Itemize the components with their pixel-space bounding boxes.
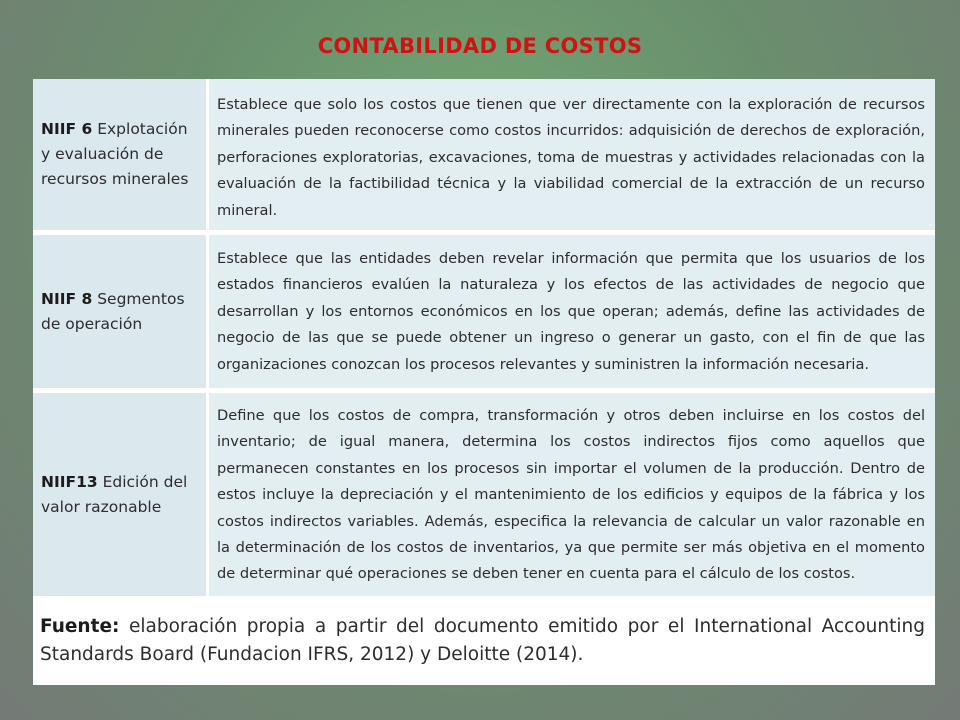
- standard-description: Define que los costos de compra, transformación y otros deben incluirse en los costos del inventario; de igual manera, determina los costos indirectos fijos como aquellos que permanecen constantes en los procesos sin importar el volumen de la producción. Dentro de estos incluye la depreciación y el mantenimiento de los edificios y equipos de la fábrica y los costos indirectos variables. Además, especifica la relevancia de calcular un valor razonable en la determinación de los costos de inventarios, ya que permite ser más objetiva en el momento de determinar qué operaciones se deben tener en cuenta para el cálculo de los costos.: [209, 393, 935, 596]
- niif-table: [33, 79, 935, 685]
- standard-description: Establece que solo los costos que tienen que ver directamente con la exploración de recursos minerales pueden reconocerse como costos incurridos: adquisición de derechos de exploración, perforaciones exploratorias, excavaciones, toma de muestras y actividades relacionadas con la evaluación de la factibilidad técnica y la viabilidad comercial de la extracción de un recurso mineral.: [209, 79, 935, 230]
- standard-code: NIIF 6: [41, 120, 93, 138]
- standard-code: NIIF13: [41, 472, 98, 491]
- table-row: [33, 79, 935, 230]
- standard-description: Establece que las entidades deben revelar información que permita que los usuarios de los estados financieros evalúen la naturaleza y los efectos de las actividades de negocio que desarrollan y los entornos económicos en los que operan; además, define las actividades de negocio de las que se puede obtener un ingreso o generar un gasto, con el fin de que las organizaciones conozcan los procesos relevantes y suministren la información necesaria.: [209, 235, 935, 388]
- source-label: Fuente:: [40, 616, 120, 637]
- table-row: [33, 393, 935, 596]
- standard-cell: [33, 393, 206, 596]
- standard-cell: [33, 235, 206, 388]
- standard-name: Edición del valor razonable: [41, 472, 188, 516]
- slide-title: CONTABILIDAD DE COSTOS: [317, 34, 643, 58]
- standard-cell: [33, 79, 206, 230]
- source-note: [33, 601, 935, 685]
- standard-name: Segmentos de operación: [41, 289, 185, 333]
- source-text: elaboración propia a partir del documento emitido por el International Accounting Standards Board (Fundacion IFRS, 2012) y Deloitte (2014).: [40, 616, 925, 665]
- standard-code: NIIF 8: [41, 289, 93, 308]
- standard-name: Explotación y evaluación de recursos minerales: [41, 120, 189, 188]
- table-row: [33, 235, 935, 388]
